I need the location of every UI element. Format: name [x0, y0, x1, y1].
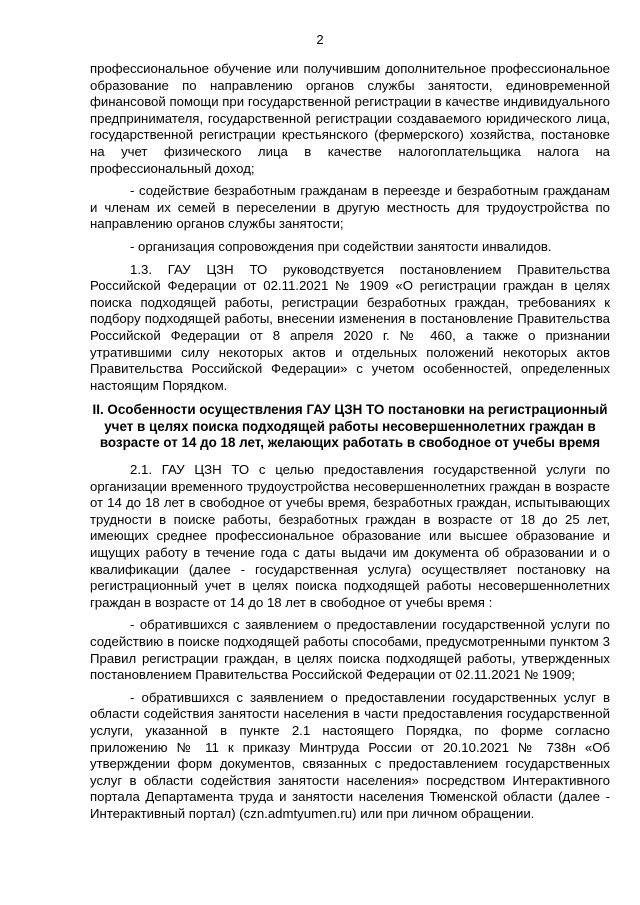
- paragraph-relocation: - содействие безработным гражданам в переезде и безработным гражданам и членам их семей в переселении в другую местность для трудоустройства по направлению органов службы занятости;: [90, 183, 610, 232]
- section-heading: II. Особенности осуществления ГАУ ЦЗН ТО постановки на регистрационный учет в целях поиска подходящей работы несовершеннолетних граждан в возрасте от 14 до 18 лет, желающих работать в свободное от учебы время: [92, 402, 608, 451]
- paragraph-continuation: профессиональное обучение или получившим дополнительное профессиональное образование по направлению органов службы занятости, единовременной финансовой помощи при государственной регистрации в качестве индивидуального предпринимателя, государственной регистрации создаваемого юридического лица, государственной регистрации крестьянского (фермерского) хозяйства, постановке на учет физического лица в качестве налогоплательщика налога на профессиональный доход;: [90, 61, 610, 176]
- paragraph-disabled-support: - организация сопровождения при содействии занятости инвалидов.: [130, 238, 552, 254]
- paragraph-applicants-2: - обратившихся с заявлением о предоставлении государственных услуг в области содействия занятости населения в части предоставления государственной услуги, указанной в пункте 2.1 настоящего Порядка, по форме согласно приложению № 11 к приказу Минтруда России от 20.10.2021 № 738н «Об утверждении форм документов, связанных с предоставлением государственных услуг в области содействия занятости населения» посредством Интерактивного портала Департамента труда и занятости населения Тюменской области (далее - Интерактивный портал) (czn.admtyumen.ru) или при личном обращении.: [90, 689, 610, 821]
- page-number: 2: [316, 32, 324, 47]
- document-body: [90, 61, 610, 823]
- paragraph-2-1: 2.1. ГАУ ЦЗН ТО с целью предоставления государственной услуги по организации временного трудоустройства несовершеннолетних граждан в возрасте от 14 до 18 лет в свободное от учебы время, безработных граждан, испытывающих трудности в поиске работы, безработных граждан в возрасте от 18 до 25 лет, имеющих среднее профессиональное образование или высшее образование и ищущих работу в течение года с даты выдачи им документа об образовании и о квалификации (далее - государственная услуга) осуществляет постановку на регистрационный учет в целях поиска подходящей работы несовершеннолетних граждан в возрасте от 14 до 18 лет в свободное от учебы время :: [90, 462, 610, 610]
- paragraph-applicants-1: - обратившихся с заявлением о предоставлении государственной услуги по содействию в поиске подходящей работы способами, предусмотренными пунктом 3 Правил регистрации граждан, в целях поиска подходящей работы, утвержденных постановлением Правительства Российской Федерации от 02.11.2021 № 1909;: [90, 617, 610, 683]
- paragraph-1-3: 1.3. ГАУ ЦЗН ТО руководствуется постановлением Правительства Российской Федерации от 02.11.2021 № 1909 «О регистрации граждан в целях поиска подходящей работы, регистрации безработных граждан, требованиях к подбору подходящей работы, внесении изменения в постановление Правительства Российской Федерации от 8 апреля 2020 г. № 460, а также о признании утратившими силу некоторых актов и отдельных положений некоторых актов Правительства Российской Федерации» с учетом особенностей, определенных настоящим Порядком.: [90, 261, 610, 393]
